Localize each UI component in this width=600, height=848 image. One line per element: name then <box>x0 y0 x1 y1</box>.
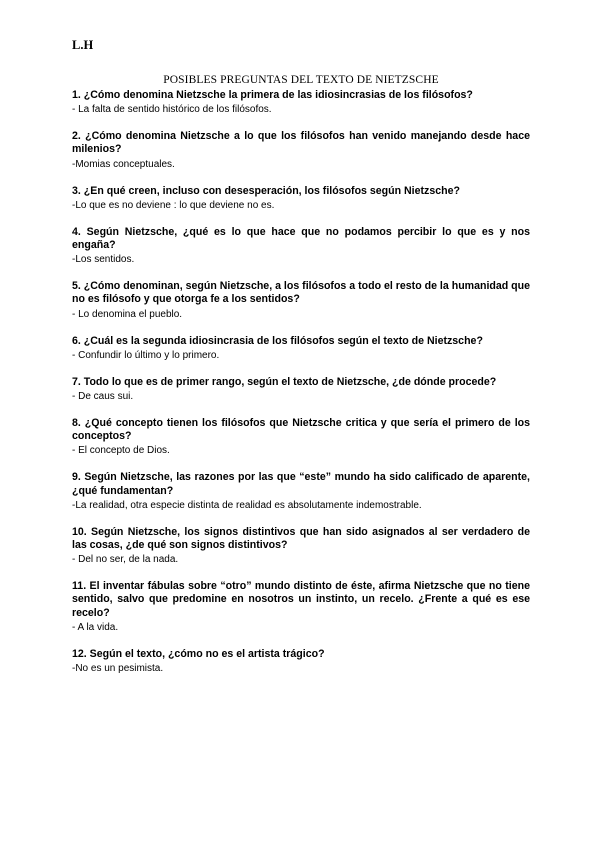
question-text: 3. ¿En qué creen, incluso con desesperación, los filósofos según Nietzsche? <box>72 184 460 197</box>
question-text: 11. El inventar fábulas sobre “otro” mundo distinto de éste, afirma Nietzsche que no tiene sentido, salvo que predomine en nosotros un instinto, un recelo. ¿Frente a qué es ese recelo? <box>72 580 530 619</box>
question-text: 7. Todo lo que es de primer rango, según el texto de Nietzsche, ¿de dónde procede? <box>72 375 497 388</box>
answer-text: -Lo que es no deviene : lo que deviene no es. <box>72 199 275 211</box>
author-initials: L.H <box>72 38 94 52</box>
question-text: 9. Según Nietzsche, las razones por las que “este” mundo ha sido calificado de aparente, ¿qué fundamentan? <box>72 471 530 497</box>
qa-item <box>72 335 530 363</box>
qa-item <box>72 376 530 404</box>
answer-text: -Momias conceptuales. <box>72 158 175 170</box>
question-text: 10. Según Nietzsche, los signos distintivos que han sido asignados al ser verdadero de las cosas, ¿de qué son signos distintivos? <box>72 525 530 552</box>
qa-item <box>72 471 530 512</box>
qa-item <box>72 130 530 171</box>
answer-text: - Confundir lo último y lo primero. <box>72 349 220 361</box>
question-text: 5. ¿Cómo denominan, según Nietzsche, a los filósofos a todo el resto de la humanidad que no es filósofo y que otorga fe a los sentidos? <box>72 280 530 306</box>
question-text: 6. ¿Cuál es la segunda idiosincrasia de los filósofos según el texto de Nietzsche? <box>72 334 483 347</box>
qa-item <box>72 648 530 676</box>
answer-text: - A la vida. <box>72 621 119 633</box>
question-text: 4. Según Nietzsche, ¿qué es lo que hace que no podamos percibir lo que es y nos engaña? <box>72 225 530 252</box>
answer-text: - La falta de sentido histórico de los filósofos. <box>72 104 272 116</box>
question-text: 8. ¿Qué concepto tienen los filósofos que Nietzsche critica y que sería el primero de los conceptos? <box>72 417 530 443</box>
answer-text: - El concepto de Dios. <box>72 445 170 457</box>
answer-text: -Los sentidos. <box>72 254 135 266</box>
question-text: 1. ¿Cómo denomina Nietzsche la primera de las idiosincrasias de los filósofos? <box>72 89 473 101</box>
qa-item <box>72 580 530 635</box>
qa-item <box>72 280 530 321</box>
qa-item <box>72 89 530 117</box>
qa-item <box>72 226 530 267</box>
question-text: 2. ¿Cómo denomina Nietzsche a lo que los filósofos han venido manejando desde hace milenios? <box>72 130 530 156</box>
answer-text: - Del no ser, de la nada. <box>72 554 179 566</box>
answer-text: - De caus sui. <box>72 391 134 403</box>
answer-text: -No es un pesimista. <box>72 663 164 675</box>
document-title: POSIBLES PREGUNTAS DEL TEXTO DE NIETZSCHE <box>163 74 439 86</box>
qa-item <box>72 417 530 458</box>
qa-item <box>72 185 530 213</box>
question-text: 12. Según el texto, ¿cómo no es el artista trágico? <box>72 647 325 660</box>
answer-text: -La realidad, otra especie distinta de realidad es absolutamente indemostrable. <box>72 499 422 511</box>
qa-item <box>72 526 530 567</box>
answer-text: - Lo denomina el pueblo. <box>72 308 183 320</box>
